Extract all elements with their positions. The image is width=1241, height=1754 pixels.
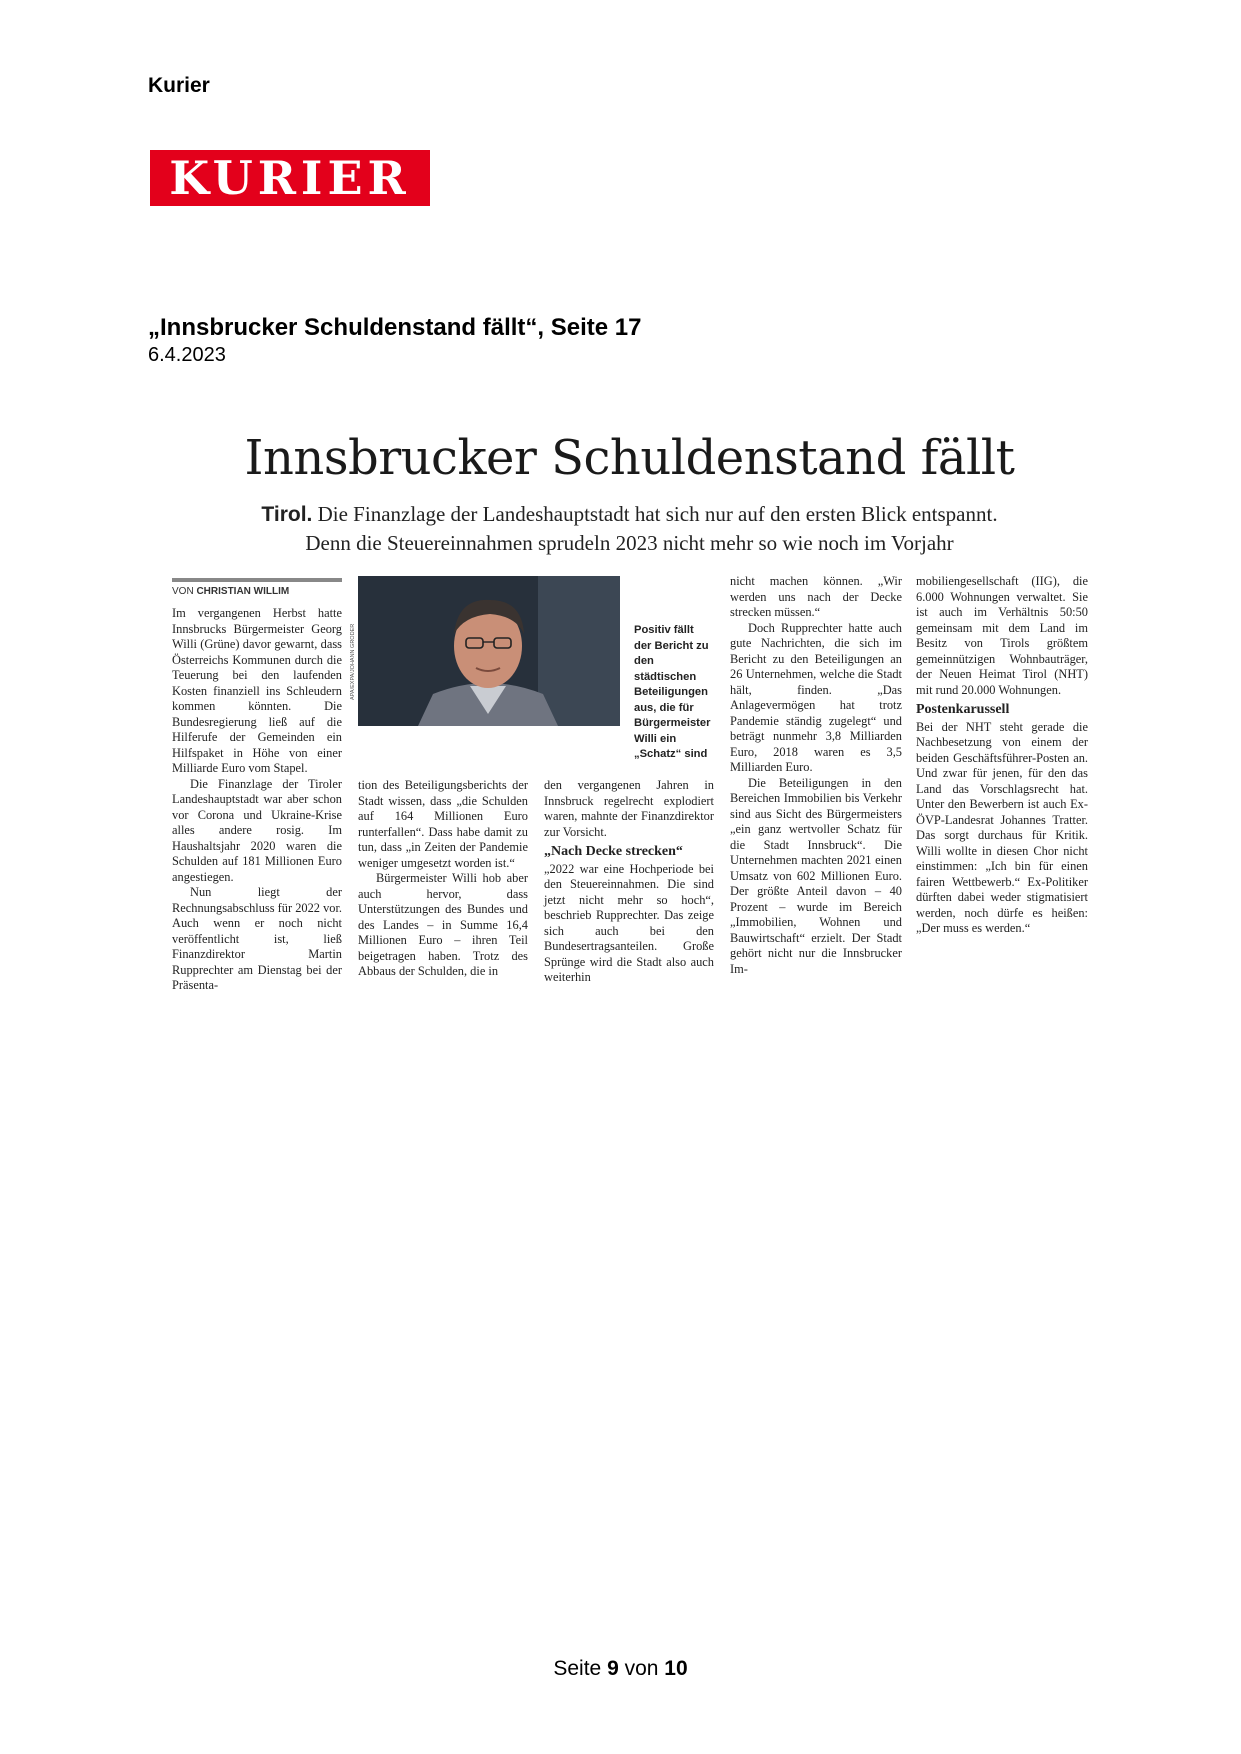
paragraph: tion des Beteiligungsberichts der Stadt wissen, dass „die Schulden auf 164 Millionen Euro runterfallen“. Dass habe damit zu tun, dass „in Zeiten der Pandemie weniger umgesetzt worden ist.“ [358,778,528,870]
byline [172,586,289,597]
section-heading: „Nach Decke strecken“ [544,844,683,859]
paragraph: Im vergangenen Herbst hatte Innsbrucks Bürgermeister Georg Willi (Grüne) davor gewarnt, dass Österreichs Kommunen durch die Teuerung bei den laufenden Kosten finanziell ins Schleudern kommen könnten. Die Bundesregierung ließ auf die Hilferufe der Gemeinden ein Hilfspaket in Höhe von einer Milliarde Euro vom Stapel. [172,606,342,775]
clip-date: 6.4.2023 [148,344,226,366]
section-heading: Postenkarussell [916,702,1010,717]
subhead-line2: Denn die Steuereinnahmen sprudeln 2023 nicht mehr so wie noch im Vorjahr [305,531,954,555]
paragraph: den vergangenen Jahren in Innsbruck regelrecht explodiert waren, mahnte der Finanzdirektor zur Vorsicht. [544,778,714,839]
paragraph: „2022 war eine Hochperiode bei den Steuereinnahmen. Die sind jetzt nicht mehr so hoch“, beschrieb Rupprechter. Das zeige sich auch bei den Bundesertragsanteilen. Große Sprünge wird die Stadt also auch weiterhin [544,861,714,984]
article-column-3 [544,778,714,986]
paragraph: nicht machen können. „Wir werden uns nach der Decke strecken müssen.“ [730,574,902,619]
footer-prefix: Seite [553,1657,602,1680]
article-column-2 [358,778,528,980]
paragraph: Bei der NHT steht gerade die Nachbesetzung von einem der beiden Geschäftsführer-Posten an. Und zwar für jenen, für den das Land das Vorschlagsrecht hat. Unter den Bewerbern ist auch Ex-ÖVP-Landesrat Johannes Tratter. Das sorgt durchaus für Kritik. Willi wollte in diesen Chor nicht einstimmen: „Ich bin für einen fairen Wettbewerb.“ Ex-Politiker dürften dabei weder stigmatisiert werden, noch dürfe es heißen: „Der muss es werden.“ [916,719,1088,935]
paragraph: Bürgermeister Willi hob aber auch hervor, dass Unterstützungen des Bundes und des Landes – in Summe 16,4 Millionen Euro – ihren Teil beigetragen haben. Trotz des Abbaus der Schulden, die in [358,871,528,978]
footer-page-total: 10 [664,1657,688,1680]
photo-caption: Positiv fällt der Bericht zu den städtischen Beteiligungen aus, die für Bürgermeister Willi ein „Schatz“ sind [634,624,711,760]
article-headline: Innsbrucker Schuldenstand fällt [244,430,1015,486]
byline-prefix: VON [172,586,194,597]
byline-author: CHRISTIAN WILLIM [196,586,290,597]
article-clipping [172,430,1087,1000]
page-footer [0,1657,1241,1681]
paragraph: Die Beteiligungen in den Bereichen Immobilien bis Verkehr sind aus Sicht des Bürgermeisters „ein ganz wertvoller Schatz für die Stadt Innsbruck“. Die Unternehmen machten 2021 einen Umsatz von 602 Millionen Euro. Der größte Anteil davon – 40 Prozent – wurde im Bereich „Immobilien, Wohnen und Bauwirtschaft“ erzielt. Der Stadt gehört nicht nur die Innsbrucker Im- [730,775,902,976]
paragraph: Nun liegt der Rechnungsabschluss für 2022 vor. Auch wenn er noch nicht veröffentlicht ist, ließ Finanzdirektor Martin Rupprechter am Dienstag bei der Präsenta- [172,885,343,992]
clip-title: „Innsbrucker Schuldenstand fällt“, Seite 17 [148,314,642,341]
byline-divider [172,578,342,582]
article-subhead [172,500,1087,557]
subhead-lead: Tirol. [261,503,313,526]
paragraph: Die Finanzlage der Tiroler Landeshauptstadt war aber schon vor Corona und Ukraine-Krise alles andere rosig. Im Haushaltsjahr 2020 waren die Schulden auf 181 Millionen Euro angestiegen. [172,776,342,884]
photo-credit: APA/EXPA/JOHANN GRODER [350,623,356,700]
paragraph: mobiliengesellschaft (IIG), die 6.000 Wohnungen verwaltet. Sie ist auch im Verhältnis 50:50 gemeinsam mit dem Land im Besitz von Tirols größtem gemeinnützigen Wohnbauträger, der Neuen Heimat Tirol (NHT) mit rund 20.000 Wohnungen. [916,574,1088,697]
mayor-portrait-image [358,576,620,726]
source-label: Kurier [148,74,210,97]
article-column-1 [172,606,342,994]
footer-middle: von [624,1657,659,1680]
photo-mayor-willi [358,576,620,726]
kurier-logo: KURIER [150,150,430,206]
article-column-4 [730,574,902,977]
subhead-line1: Die Finanzlage der Landeshauptstadt hat sich nur auf den ersten Blick entspannt. [317,502,998,526]
paragraph: Doch Rupprechter hatte auch gute Nachrichten, die sich im Bericht zu den Beteiligungen an 26 Unternehmen, welche die Stadt hält, finden. „Das Anlagevermögen hat trotz Pandemie ständig zugelegt“ und beträgt nunmehr 3,8 Milliarden Euro, 2018 waren es 3,5 Milliarden Euro. [730,620,902,774]
article-column-5 [916,574,1088,937]
footer-page-number: 9 [607,1657,619,1680]
